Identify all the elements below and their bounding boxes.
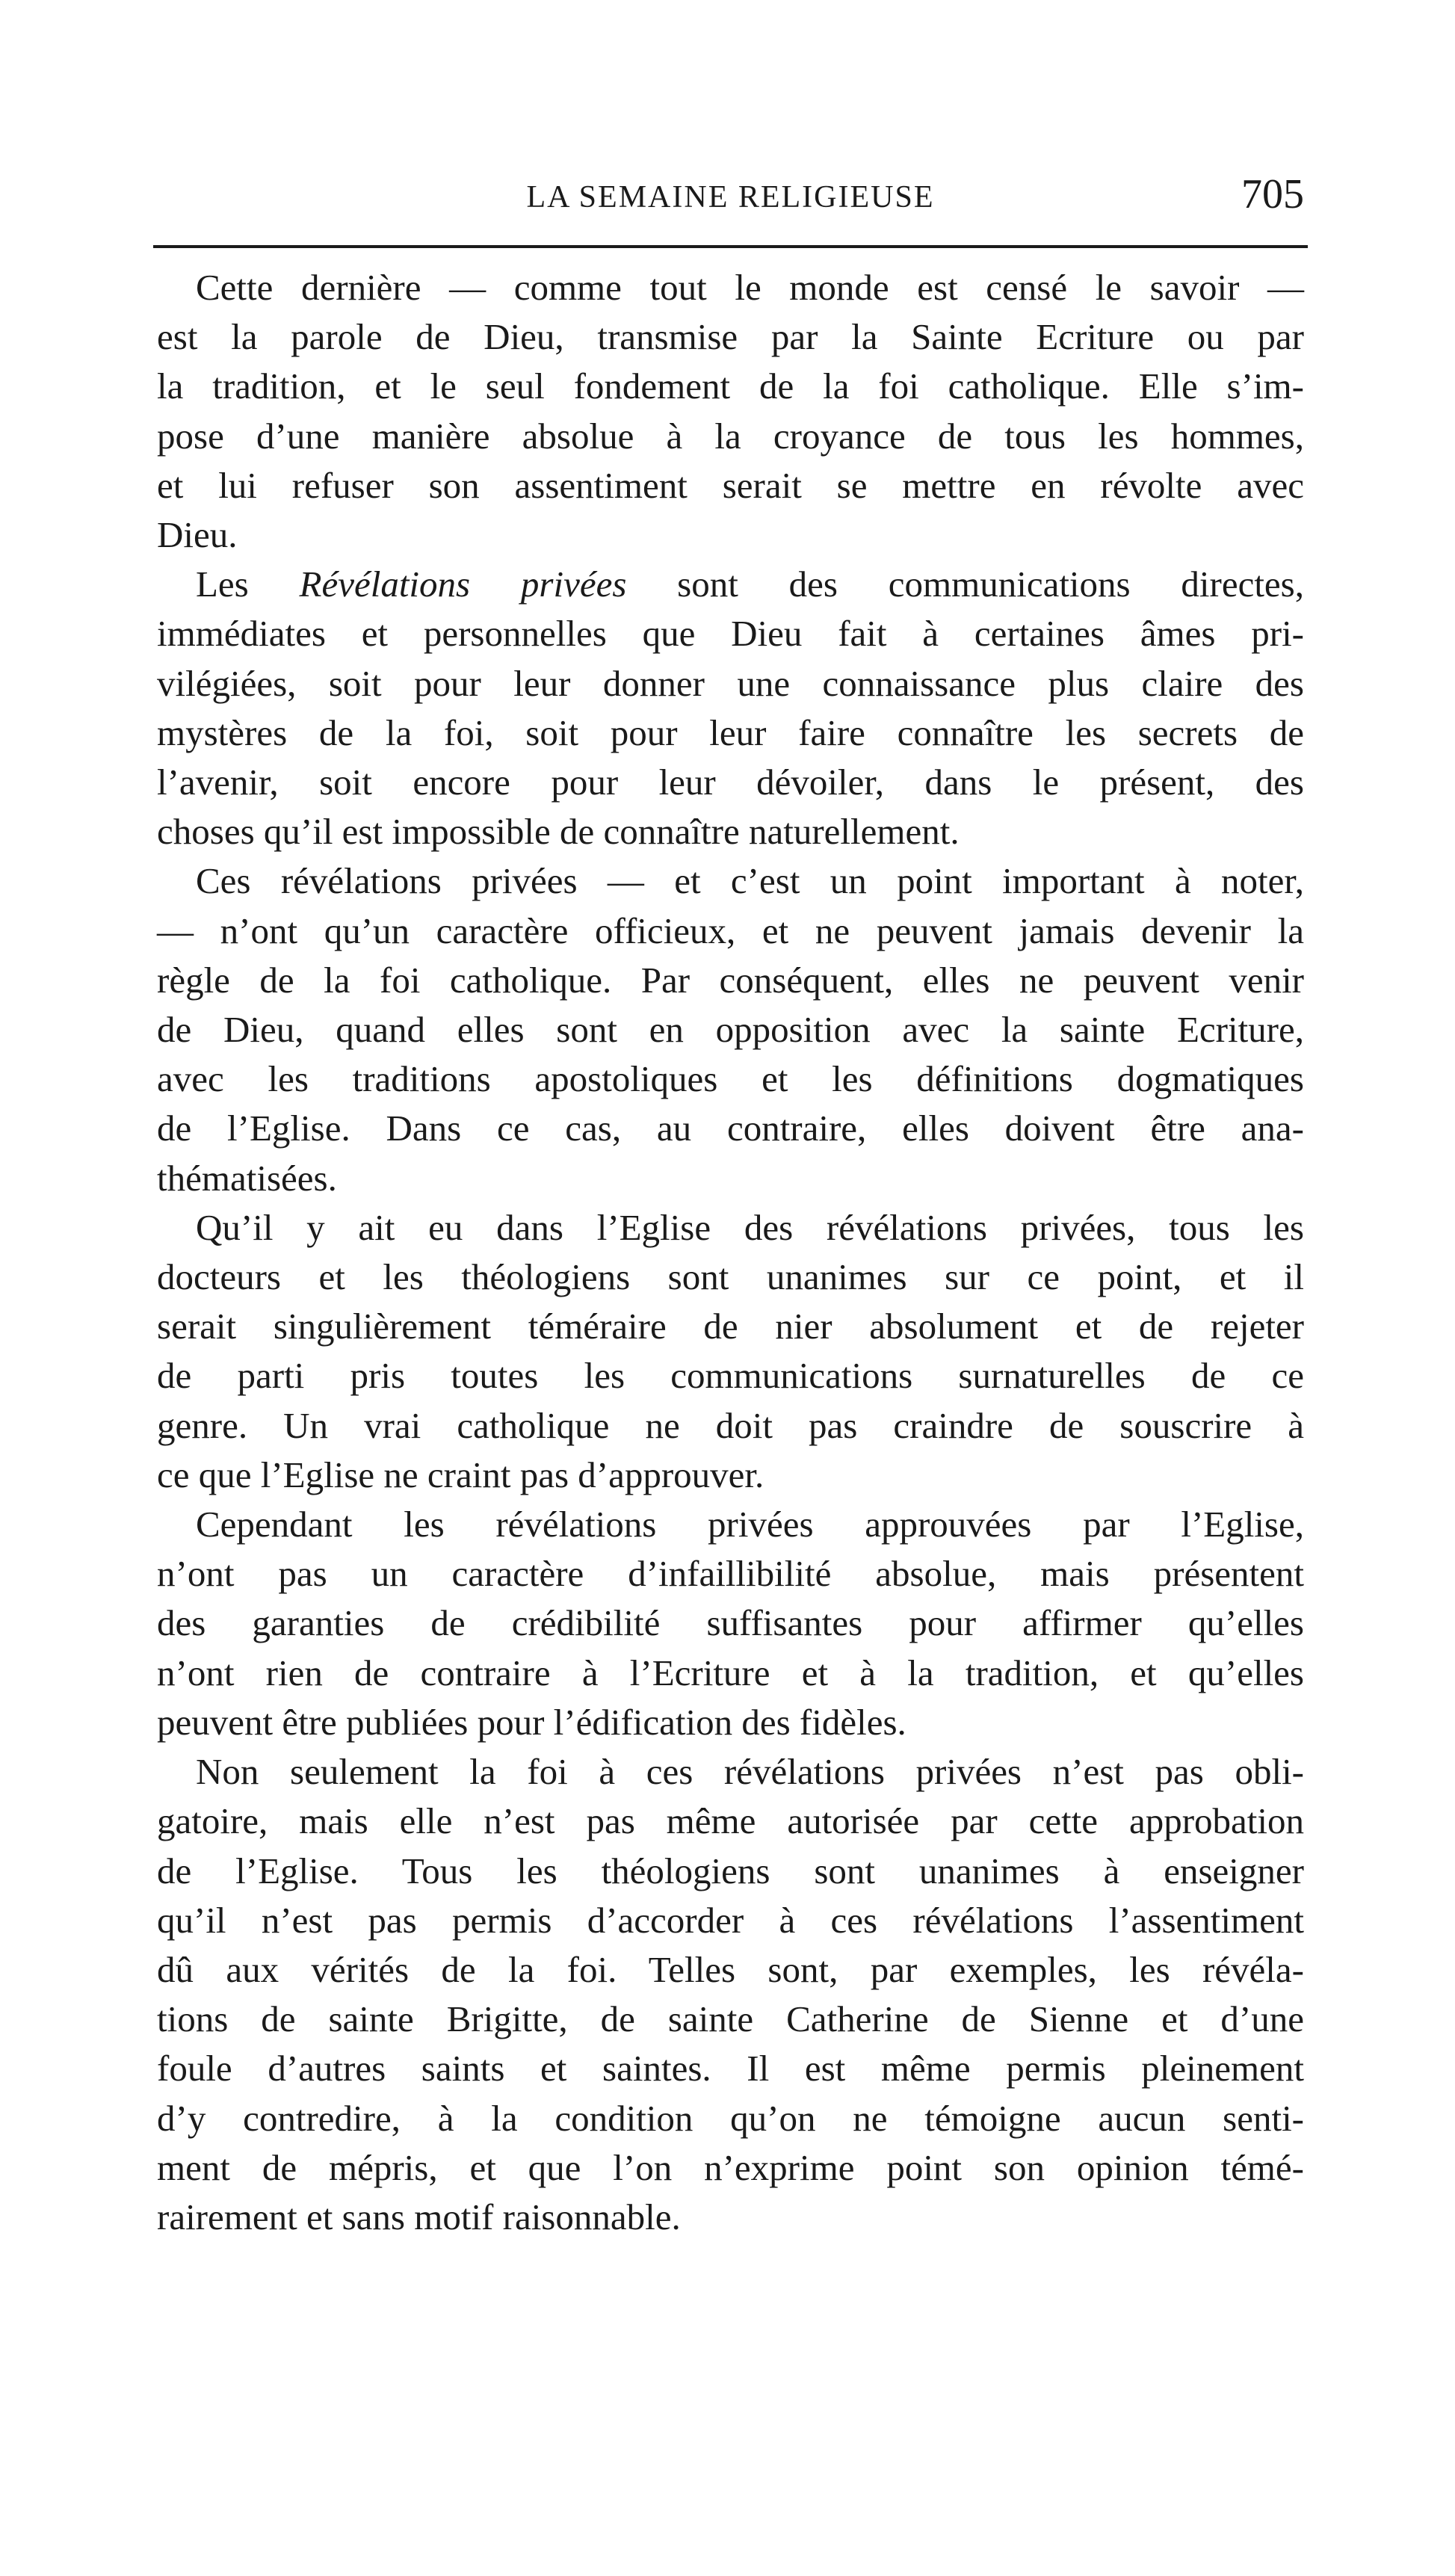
text-line: rairement et sans motif raisonnable. [157, 2196, 681, 2237]
text-line: — n’ont qu’un caractère officieux, et ne peuvent jamais devenir la [157, 909, 1304, 951]
text-line: thématisées. [157, 1157, 337, 1199]
page-number: 705 [1241, 171, 1304, 217]
text-line: serait singulièrement téméraire de nier absolument et de rejeter [157, 1306, 1304, 1347]
body-text [157, 263, 1304, 2242]
text-line: mystères de la foi, soit pour leur faire connaître les secrets de [157, 711, 1304, 753]
text-line: de l’Eglise. Tous les théologiens sont unanimes à enseigner [157, 1850, 1304, 1891]
header-rule [153, 245, 1308, 248]
text-line: dû aux vérités de la foi. Telles sont, par exemples, les révéla- [157, 1948, 1304, 1990]
text-line: tions de sainte Brigitte, de sainte Catherine de Sienne et d’une [157, 1998, 1304, 2040]
running-head [157, 171, 1304, 229]
text-line: de parti pris toutes les communications surnaturelles de ce [157, 1355, 1304, 1397]
text-line: Cette dernière — comme tout le monde est censé le savoir — [196, 267, 1304, 308]
text-line: pose d’une manière absolue à la croyance de tous les hommes, [157, 415, 1304, 457]
paragraph-3 [157, 856, 1304, 1202]
paragraph-4 [157, 1203, 1304, 1500]
paragraph-6 [157, 1747, 1304, 2242]
text-line: Cependant les révélations privées approuvées par l’Eglise, [196, 1504, 1304, 1545]
text-line [157, 560, 1304, 609]
text-line: la tradition, et le seul fondement de la foi catholique. Elle s’im- [157, 365, 1304, 407]
text-line: n’ont pas un caractère d’infaillibilité absolue, mais présentent [157, 1553, 1304, 1595]
text-line: Ces révélations privées — et c’est un point important à noter, [196, 860, 1304, 902]
text-line: qu’il n’est pas permis d’accorder à ces révélations l’assentiment [157, 1899, 1304, 1941]
text-line: choses qu’il est impossible de connaître naturellement. [157, 811, 960, 853]
paragraph-5 [157, 1500, 1304, 1747]
text-line: docteurs et les théologiens sont unanimes sur ce point, et il [157, 1256, 1304, 1298]
text-line: Dieu. [157, 514, 238, 556]
text-line: de Dieu, quand elles sont en opposition avec la sainte Ecriture, [157, 1009, 1304, 1051]
text-line: règle de la foi catholique. Par conséquent, elles ne peuvent venir [157, 959, 1304, 1001]
text-line: avec les traditions apostoliques et les définitions dogmatiques [157, 1058, 1304, 1100]
text-line: de l’Eglise. Dans ce cas, au contraire, elles doivent être ana- [157, 1108, 1304, 1149]
text-fragment: sont des communications directes, [626, 563, 1305, 605]
italic-term: Révélations privées [299, 563, 627, 605]
text-line: gatoire, mais elle n’est pas même autorisée par cette approbation [157, 1800, 1304, 1842]
text-line: genre. Un vrai catholique ne doit pas craindre de souscrire à [157, 1404, 1304, 1446]
text-line: des garanties de crédibilité suffisantes pour affirmer qu’elles [157, 1602, 1304, 1644]
text-line: vilégiées, soit pour leur donner une connaissance plus claire des [157, 662, 1304, 704]
running-title: LA SEMAINE RELIGIEUSE [526, 180, 935, 214]
text-line: peuvent être publiées pour l’édification des fidèles. [157, 1701, 906, 1743]
text-line: n’ont rien de contraire à l’Ecriture et à la tradition, et qu’elles [157, 1652, 1304, 1693]
text-line: immédiates et personnelles que Dieu fait à certaines âmes pri- [157, 613, 1304, 655]
text-line: foule d’autres saints et saintes. Il est même permis pleinement [157, 2048, 1304, 2089]
text-line: est la parole de Dieu, transmise par la Sainte Ecriture ou par [157, 316, 1304, 358]
text-line: l’avenir, soit encore pour leur dévoiler, dans le présent, des [157, 762, 1304, 803]
text-line: d’y contredire, à la condition qu’on ne témoigne aucun senti- [157, 2097, 1304, 2139]
paragraph-2 [157, 560, 1304, 856]
text-line: ce que l’Eglise ne craint pas d’approuver. [157, 1454, 764, 1495]
lead-text: Les [196, 563, 300, 605]
text-line: et lui refuser son assentiment serait se mettre en révolte avec [157, 464, 1304, 506]
text-line: Non seulement la foi à ces révélations privées n’est pas obli- [196, 1751, 1304, 1793]
paragraph-1 [157, 263, 1304, 560]
text-line: Qu’il y ait eu dans l’Eglise des révélations privées, tous les [196, 1206, 1304, 1248]
text-line: ment de mépris, et que l’on n’exprime point son opinion témé- [157, 2146, 1304, 2188]
